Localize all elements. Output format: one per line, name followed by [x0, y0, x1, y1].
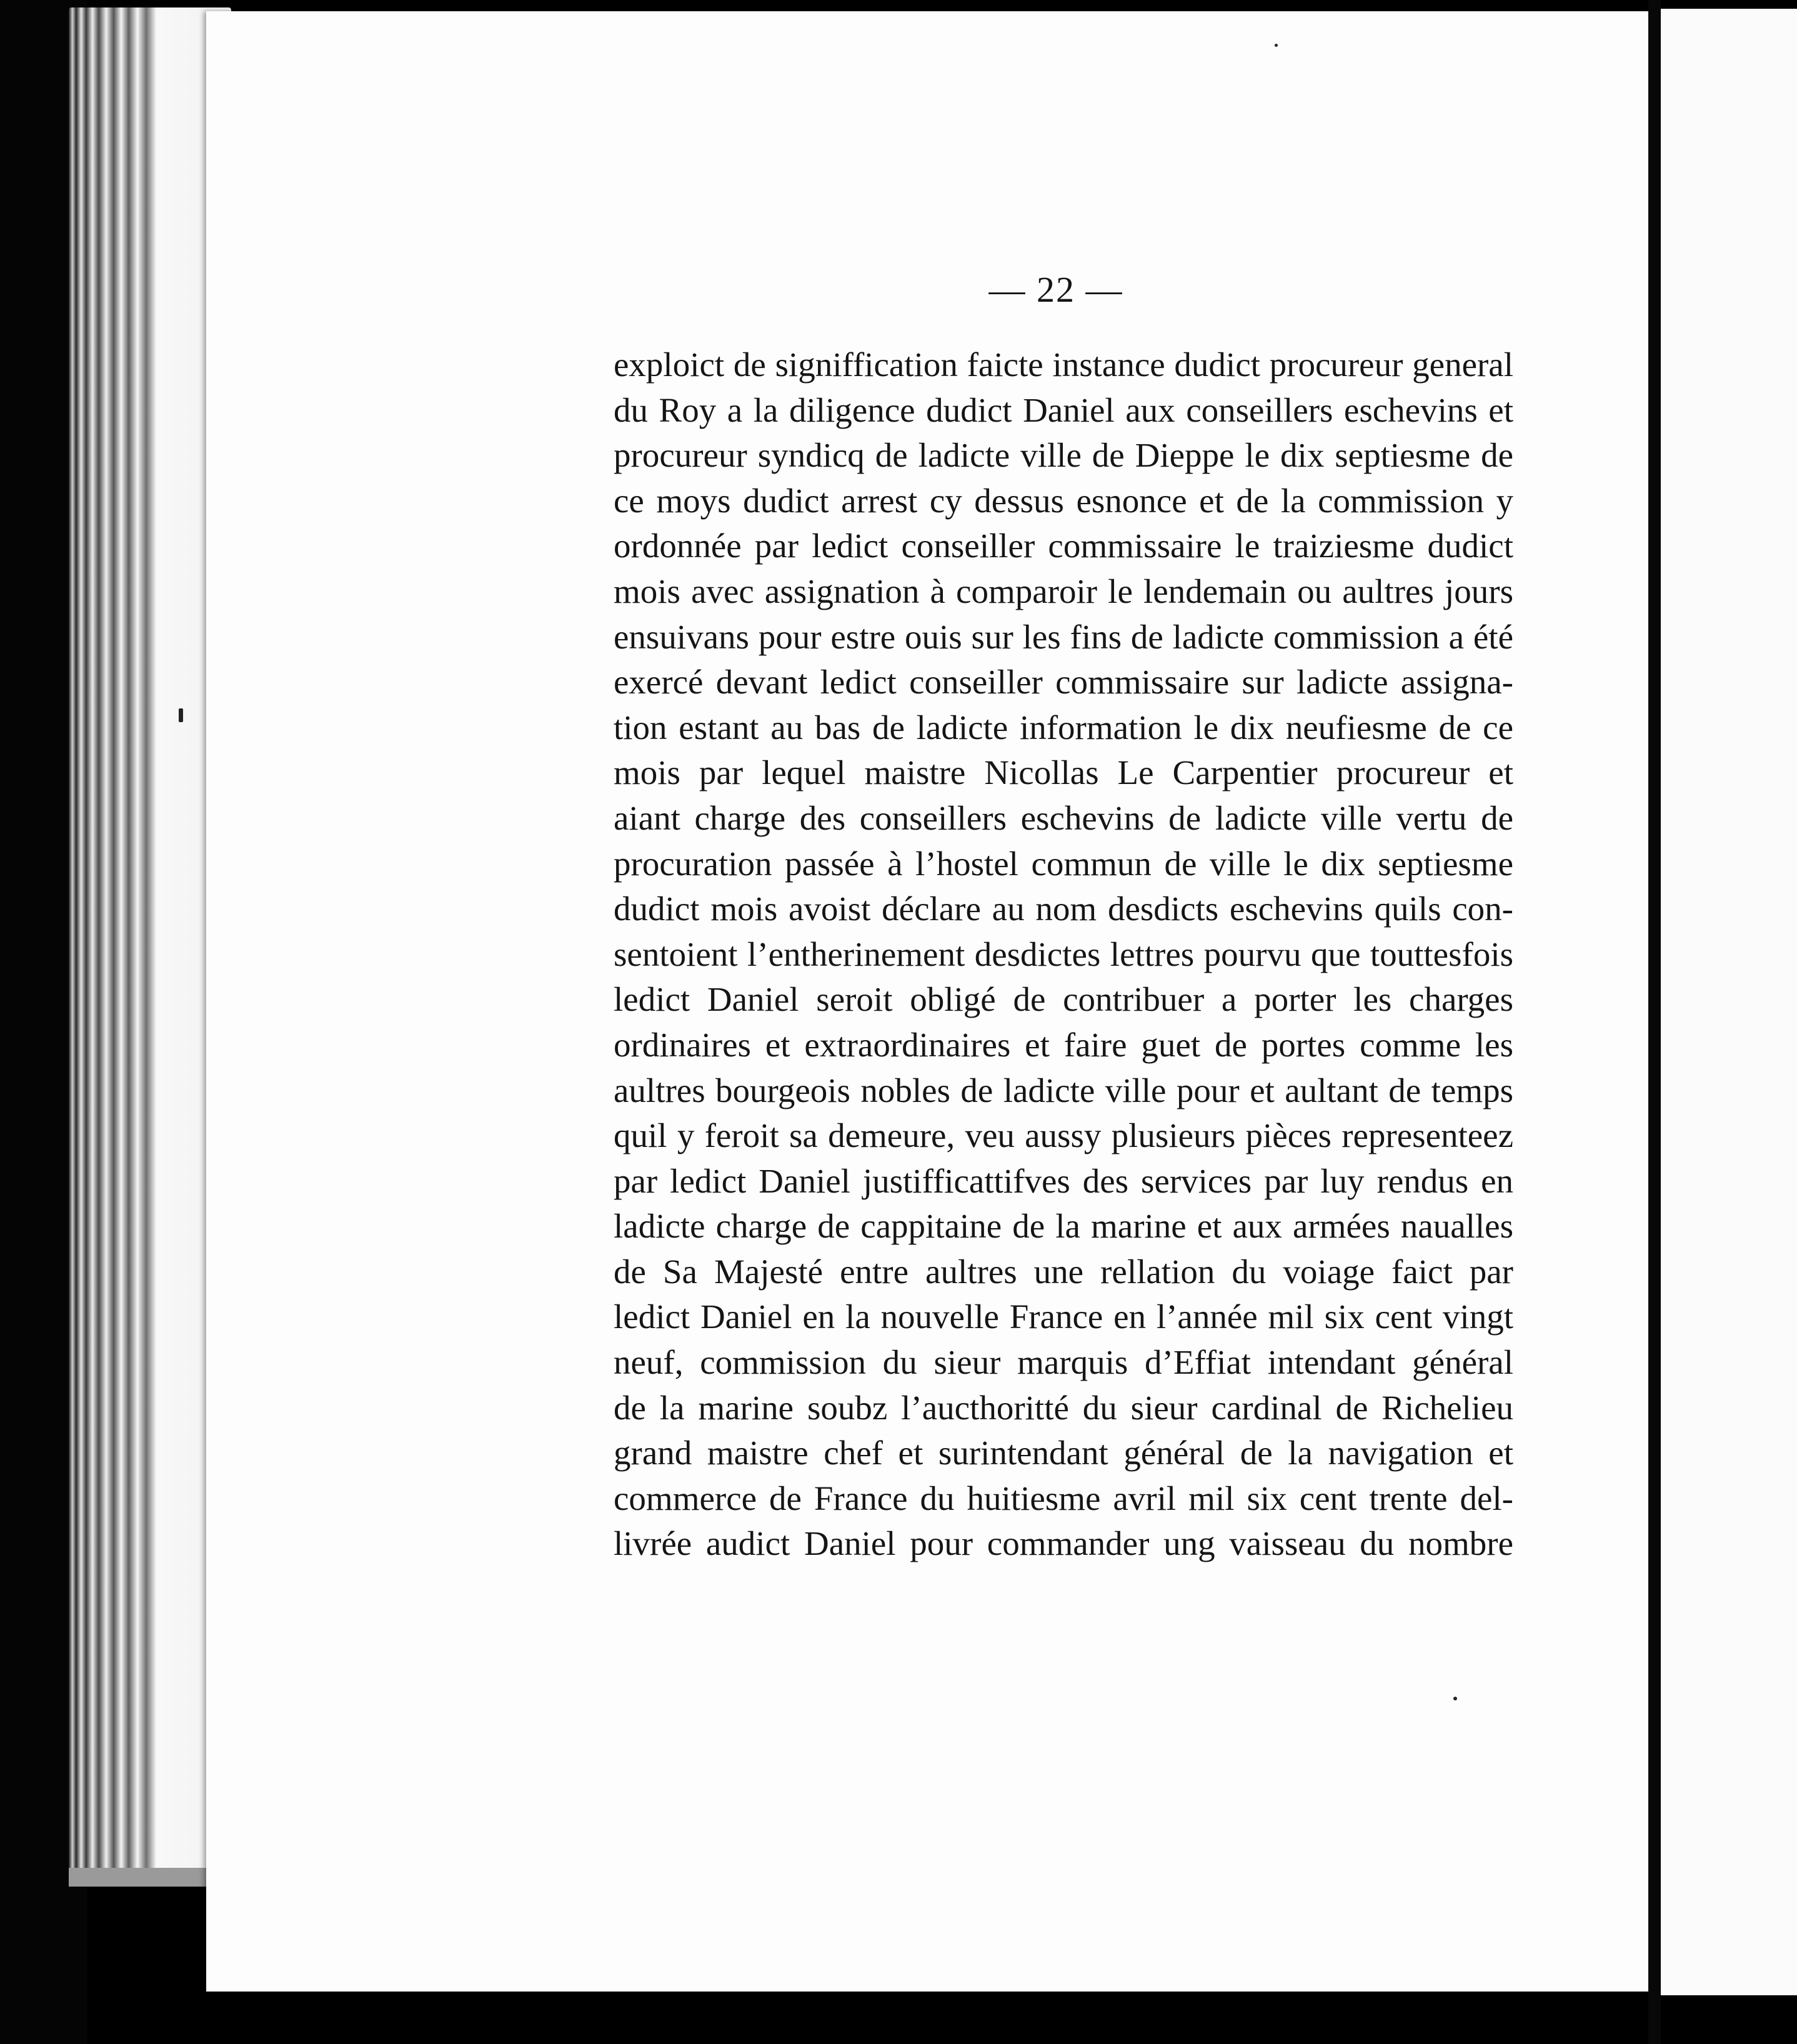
text-line: commerce de France du huitiesme avril mil six cent trente del-	[614, 1479, 1513, 1517]
text-line: mois avec assignation à comparoir le lendemain ou aultres jours	[614, 572, 1513, 610]
text-line: sentoient l’entherinement desdictes lettres pourvu que touttesfois	[614, 935, 1513, 973]
text-line: procuration passée à l’hostel commun de ville le dix septiesme	[614, 844, 1513, 883]
text-line: ordonnée par ledict conseiller commissaire le traiziesme dudict	[614, 527, 1513, 565]
page-number: — 22 —	[988, 269, 1123, 310]
text-line: par ledict Daniel justifficattifves des services par luy rendus en	[614, 1161, 1513, 1200]
text-line: ladicte charge de cappitaine de la marine et aux armées naualles	[614, 1207, 1513, 1246]
text-line: ordinaires et extraordinaires et faire guet de portes comme les	[614, 1025, 1513, 1064]
margin-mark	[179, 708, 183, 722]
text-line: exercé devant ledict conseiller commissaire sur ladicte assigna-	[614, 663, 1513, 702]
text-line: ledict Daniel seroit obligé de contribuer a porter les charges	[614, 980, 1513, 1019]
text-line: exploict de signiffication faicte instance dudict procureur general	[614, 345, 1513, 384]
text-line: aiant charge des conseillers eschevins de ladicte ville vertu de	[614, 798, 1513, 837]
text-line: de la marine soubz l’aucthoritté du sieur cardinal de Richelieu	[614, 1388, 1513, 1427]
text-line: ledict Daniel en la nouvelle France en l’année mil six cent vingt	[614, 1297, 1513, 1336]
text-line: mois par lequel maistre Nicollas Le Carpentier procureur et	[614, 753, 1513, 792]
text-line: procureur syndicq de ladicte ville de Dieppe le dix septiesme de	[614, 436, 1513, 475]
text-line: de Sa Majesté entre aultres une rellation du voiage faict par	[614, 1252, 1513, 1291]
body-text	[614, 342, 1513, 1567]
text-line: livrée audict Daniel pour commander ung vaisseau du nombre	[614, 1524, 1513, 1563]
text-line: neuf, commission du sieur marquis d’Effiat intendant général	[614, 1343, 1513, 1382]
text-line: ce moys dudict arrest cy dessus esnonce et de la commission y	[614, 481, 1513, 520]
text-line: quil y feroit sa demeure, veu aussy plusieurs pièces representeez	[614, 1116, 1513, 1155]
text-line: tion estant au bas de ladicte information le dix neufiesme de ce	[614, 708, 1513, 747]
text-line: du Roy a la diligence dudict Daniel aux conseillers eschevins et	[614, 390, 1513, 429]
margin-mark	[1275, 44, 1278, 47]
margin-mark	[1453, 1697, 1457, 1700]
text-line: grand maistre chef et surintendant général de la navigation et	[614, 1434, 1513, 1472]
text-line: dudict mois avoist déclare au nom desdicts eschevins quils con-	[614, 890, 1513, 928]
text-line: ensuivans pour estre ouis sur les fins de ladicte commission a été	[614, 617, 1513, 656]
text-line: aultres bourgeois nobles de ladicte ville pour et aultant de temps	[614, 1071, 1513, 1109]
page-gutter	[1648, 0, 1661, 2044]
facing-page-edge	[1661, 9, 1797, 1995]
